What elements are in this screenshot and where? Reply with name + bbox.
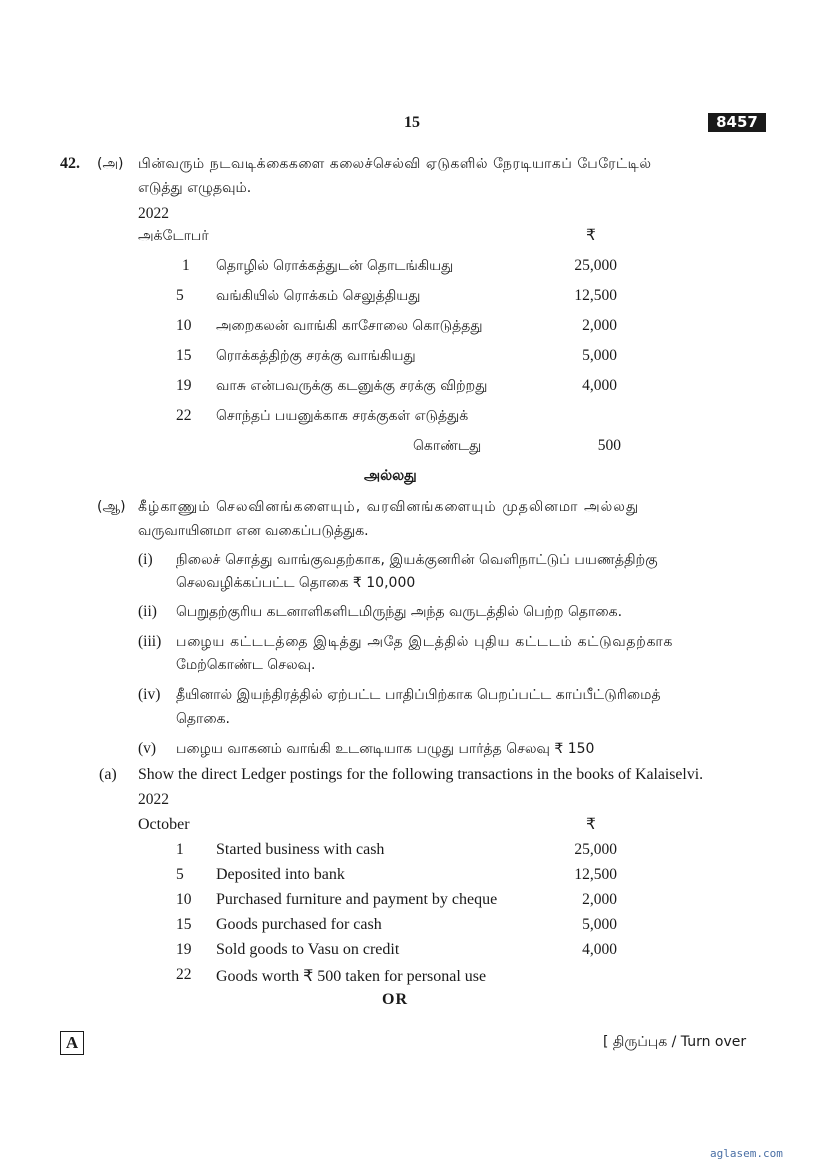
english-row-amount: 25,000 [574,841,617,858]
part-a-tamil-month: அக்டோபர் [138,228,209,244]
item-text-line1: நிலைச் சொத்து வாங்குவதற்காக, இயக்குனரின் வெளிநாட்டுப் பயணத்திற்கு [176,552,658,568]
tamil-row-amount: 12,500 [574,287,617,304]
part-a-english-instruction: Show the direct Ledger postings for the following transactions in the books of Kalaiselvi. [138,766,704,783]
tamil-row-desc: தொழில் ரொக்கத்துடன் தொடங்கியது [216,258,454,274]
part-b-tamil-label: (ஆ) [97,499,126,515]
english-row-day: 5 [176,866,184,883]
item-number: (v) [138,740,157,757]
english-row-desc: Goods purchased for cash [216,916,382,933]
tamil-row-desc: ரொக்கத்திற்கு சரக்கு வாங்கியது [216,348,416,364]
english-row-day: 10 [176,891,192,908]
tamil-row-desc: வங்கியில் ரொக்கம் செலுத்தியது [216,288,421,304]
item-text-line1: பழைய வாகனம் வாங்கி உடனடியாக பழுது பார்த்த செலவு ₹ 150 [176,741,595,757]
part-a-english-month: October [138,816,190,833]
rupee-symbol: ₹ [586,227,596,244]
paper-code-badge: 8457 [708,113,766,132]
turn-over-label: [ திருப்புக / Turn over [603,1034,747,1050]
tamil-row-day: 10 [176,317,192,334]
item-text-line1: தீயினால் இயந்திரத்தில் ஏற்பட்ட பாதிப்பிற்காக பெறப்பட்ட காப்பீட்டுரிமைத் [176,687,661,703]
tamil-row-amount: 25,000 [574,257,617,274]
english-row-desc: Deposited into bank [216,866,345,883]
english-row-desc: Started business with cash [216,841,385,858]
part-a-english-year: 2022 [138,791,169,808]
tamil-row-amount: 4,000 [582,377,617,394]
english-row-day: 15 [176,916,192,933]
part-a-tamil-instruction-2: எடுத்து எழுதவும். [138,180,252,196]
question-number: 42. [60,155,80,172]
tamil-row-amount: 500 [597,437,621,454]
watermark: aglasem.com [710,1147,783,1160]
item-text-line2: செலவழிக்கப்பட்ட தொகை ₹ 10,000 [176,575,416,591]
tamil-row-desc: சொந்தப் பயனுக்காக சரக்குகள் எடுத்துக் [216,408,469,424]
page-number: 15 [404,114,420,131]
item-text-line2: மேற்கொண்ட செலவு. [176,657,316,673]
tamil-row-desc: வாசு என்பவருக்கு கடனுக்கு சரக்கு விற்றது [216,378,488,394]
english-row-day: 1 [176,841,184,858]
part-a-tamil-instruction-1: பின்வரும் நடவடிக்கைகளை கலைச்செல்வி ஏடுகளில் நேரடியாகப் பேரேட்டில் [138,156,652,172]
item-text-line1: பெறுதற்குரிய கடனாளிகளிடமிருந்து அந்த வருடத்தில் பெற்ற தொகை. [176,604,623,620]
english-row-amount: 2,000 [582,891,617,908]
english-row-amount: 12,500 [574,866,617,883]
tamil-row-desc: அறைகலன் வாங்கி காசோலை கொடுத்தது [216,318,483,334]
or-separator-tamil: அல்லது [364,468,417,484]
tamil-row-amount: 2,000 [582,317,617,334]
english-row-day: 22 [176,966,192,983]
tamil-row-amount: 5,000 [582,347,617,364]
part-a-tamil-label: (அ) [97,156,124,172]
english-row-amount: 5,000 [582,916,617,933]
english-row-desc: Sold goods to Vasu on credit [216,941,400,958]
tamil-row-day: 19 [176,377,192,394]
part-b-tamil-instruction-1: கீழ்காணும் செலவினங்களையும், வரவினங்களையும் முதலினமா அல்லது [138,499,640,515]
item-text-line1: பழைய கட்டடத்தை இடித்து அதே இடத்தில் புதிய கட்டடம் கட்டுவதற்காக [176,634,674,650]
item-number: (iii) [138,633,162,650]
english-row-day: 19 [176,941,192,958]
version-letter-box: A [60,1031,84,1055]
english-row-desc: Purchased furniture and payment by cheque [216,891,498,908]
english-row-desc: Goods worth ₹ 500 taken for personal use [216,968,487,985]
tamil-row-day: 22 [176,407,192,424]
rupee-symbol: ₹ [586,816,596,833]
english-row-amount: 4,000 [582,941,617,958]
part-a-english-label: (a) [99,766,117,783]
part-b-tamil-instruction-2: வருவாயினமா என வகைப்படுத்துக. [138,523,369,539]
part-a-tamil-year: 2022 [138,205,169,222]
tamil-row-day: 1 [182,257,190,274]
tamil-row-desc-continued: கொண்டது [413,438,482,454]
tamil-row-day: 15 [176,347,192,364]
item-number: (ii) [138,603,157,620]
item-text-line2: தொகை. [176,711,230,727]
item-number: (iv) [138,686,161,703]
or-separator-english: OR [382,991,408,1008]
tamil-row-day: 5 [176,287,184,304]
item-number: (i) [138,551,153,568]
